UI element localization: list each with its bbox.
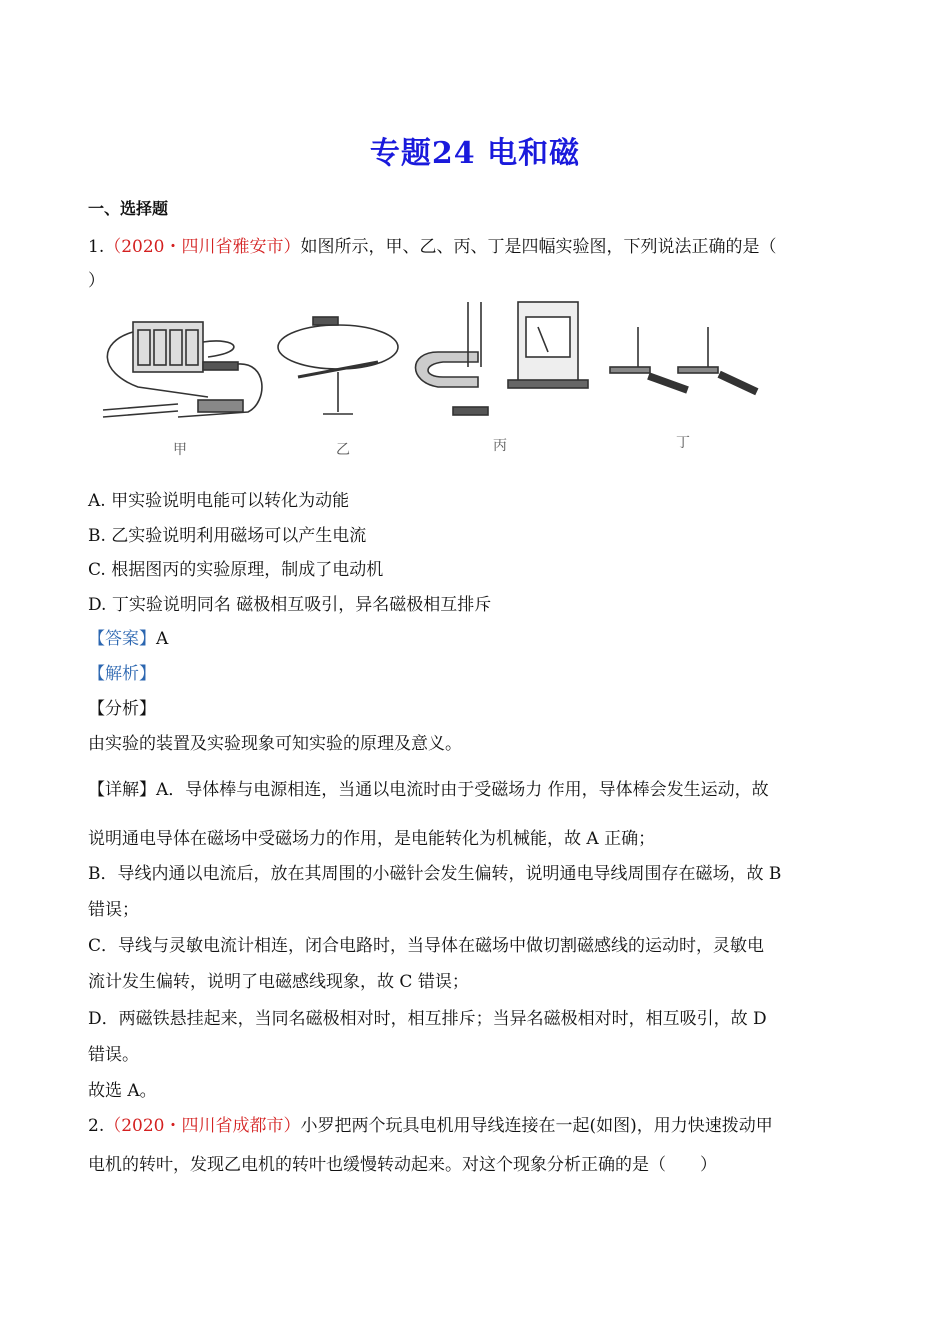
detail-line: 说明通电导体在磁场中受磁场力的作用，是电能转化为机械能，故 A 正确；	[88, 829, 656, 849]
experiment-diagrams	[98, 292, 768, 462]
figure-label-jia: 甲	[173, 442, 187, 458]
answer-tag: 【答案】	[88, 629, 156, 649]
detail-line: D．两磁铁悬挂起来，当同名磁极相对时，相互排斥；当异名磁极相对时，相互吸引，故 D	[88, 1009, 767, 1029]
question-2-stem	[88, 1111, 773, 1136]
question-source: （2020・四川省雅安市）	[104, 237, 301, 257]
detail-line: 错误；	[88, 900, 139, 920]
option-d: D. 丁实验说明同名 磁极相互吸引，异名磁极相互排斥	[88, 595, 492, 615]
question-2-stem-cont: 电机的转叶，发现乙电机的转叶也缓慢转动起来。对这个现象分析正确的是（ ）	[88, 1155, 717, 1175]
option-c: C. 根据图丙的实验原理，制成了电动机	[88, 560, 384, 580]
figure-label-yi: 乙	[336, 442, 350, 458]
detail-line: 【详解】A．导体棒与电源相连，当通以电流时由于受磁场力 作用，导体棒会发生运动，故	[88, 780, 769, 800]
question-1-stem-end: ）	[88, 271, 105, 291]
question-text: 小罗把两个玩具电机用导线连接在一起(如图)，用力快速拨动甲	[300, 1116, 773, 1136]
detail-line: C．导线与灵敏电流计相连，闭合电路时，当导体在磁场中做切割磁感线的运动时，灵敏电	[88, 936, 765, 956]
option-b: B. 乙实验说明利用磁场可以产生电流	[88, 526, 367, 546]
section-heading: 一、选择题	[88, 199, 169, 218]
question-source: （2020・四川省成都市）	[104, 1116, 301, 1136]
figure-label-ding: 丁	[676, 435, 690, 451]
answer-value: A	[156, 629, 169, 649]
analysis-tag: 【解析】	[88, 664, 156, 684]
fenxi-text: 由实验的装置及实验现象可知实验的原理及意义。	[88, 734, 462, 754]
answer-line	[88, 624, 168, 649]
fenxi-tag: 【分析】	[88, 699, 156, 719]
question-1-stem	[88, 232, 777, 257]
detail-line: 故选 A。	[88, 1081, 157, 1101]
question-text: 如图所示，甲、乙、丙、丁是四幅实验图，下列说法正确的是（	[300, 237, 777, 257]
question-number: 2.	[88, 1116, 105, 1136]
option-a: A. 甲实验说明电能可以转化为动能	[88, 491, 350, 511]
page-title: 专题24 电和磁	[369, 136, 581, 171]
question-number: 1.	[88, 237, 105, 257]
figure-label-bing: 丙	[493, 438, 507, 454]
detail-line: 错误。	[88, 1045, 139, 1065]
experiment-figure	[98, 292, 768, 462]
detail-line: 流计发生偏转，说明了电磁感线现象，故 C 错误；	[88, 972, 469, 992]
detail-line: B．导线内通以电流后，放在其周围的小磁针会发生偏转，说明通电导线周围存在磁场，故 B	[88, 864, 782, 884]
